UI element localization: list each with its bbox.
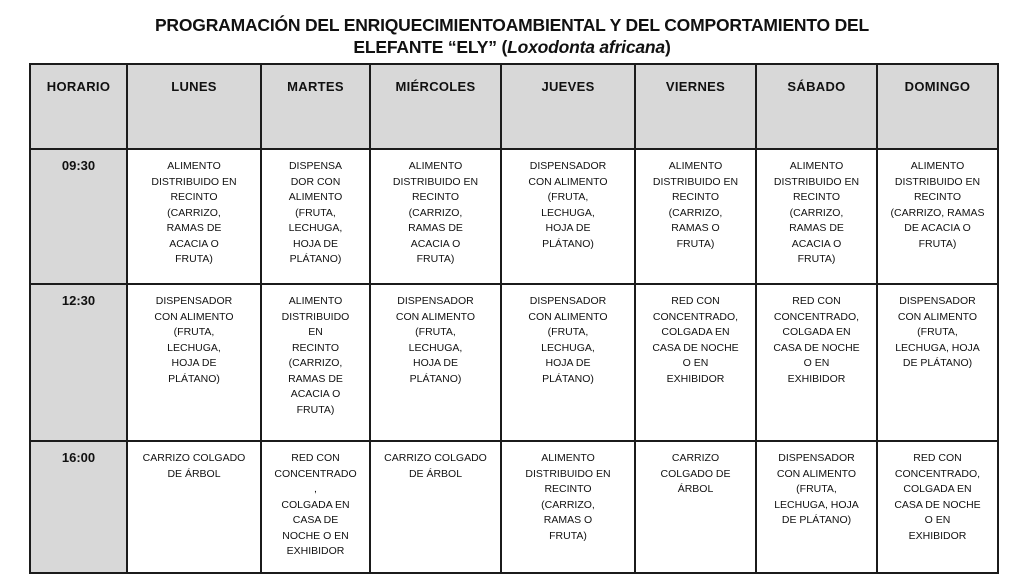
time-cell: 16:00	[30, 441, 127, 573]
title-line-2-prefix: ELEFANTE “ELY” (	[353, 37, 508, 57]
activity-cell	[635, 284, 756, 441]
table-row	[30, 284, 998, 441]
activity-cell	[370, 284, 501, 441]
header-horario: HORARIO	[30, 64, 127, 149]
header-viernes: VIERNES	[635, 64, 756, 149]
title-line-2-suffix: )	[664, 37, 671, 57]
activity-cell	[756, 149, 877, 284]
activity-text: ALIMENTO DISTRIBUIDO EN RECINTO (CARRIZO, RAMAS O FRUTA)	[525, 452, 611, 542]
header-miercoles: MIÉRCOLES	[370, 64, 501, 149]
activity-cell	[635, 441, 756, 573]
activity-cell	[370, 441, 501, 573]
activity-text: ALIMENTO DISTRIBUIDO EN RECINTO (CARRIZO, RAMAS DE ACACIA O FRUTA)	[392, 160, 479, 265]
activity-text: ALIMENTO DISTRIBUIDO EN RECINTO (CARRIZO, RAMAS O FRUTA)	[652, 160, 739, 250]
activity-cell	[756, 284, 877, 441]
activity-text: CARRIZO COLGADO DE ÁRBOL	[384, 452, 487, 480]
activity-cell	[877, 441, 998, 573]
table-row	[30, 441, 998, 573]
activity-text: RED CON CONCENTRADO , COLGADA EN CASA DE NOCHE O EN EXHIBIDOR	[274, 452, 357, 557]
activity-text: DISPENSADOR CON ALIMENTO (FRUTA, LECHUGA, HOJA DE PLÁTANO)	[528, 295, 608, 385]
schedule-table	[29, 63, 999, 574]
activity-text: ALIMENTO DISTRIBUIDO EN RECINTO (CARRIZO, RAMAS DE ACACIA O FRUTA)	[151, 160, 237, 265]
activity-cell	[261, 284, 370, 441]
activity-cell	[127, 284, 261, 441]
activity-text: DISPENSADOR CON ALIMENTO (FRUTA, LECHUGA, HOJA DE PLÁTANO)	[774, 452, 859, 526]
header-jueves: JUEVES	[501, 64, 635, 149]
time-cell: 09:30	[30, 149, 127, 284]
activity-text: RED CON CONCENTRADO, COLGADA EN CASA DE NOCHE O EN EXHIBIDOR	[894, 452, 981, 542]
header-sabado: SÁBADO	[756, 64, 877, 149]
activity-text: CARRIZO COLGADO DE ÁRBOL	[142, 452, 246, 480]
activity-cell	[501, 284, 635, 441]
document-title	[0, 14, 1024, 58]
header-domingo: DOMINGO	[877, 64, 998, 149]
activity-text: DISPENSADOR CON ALIMENTO (FRUTA, LECHUGA, HOJA DE PLÁTANO)	[528, 160, 608, 250]
activity-cell	[877, 284, 998, 441]
activity-text: DISPENSADOR CON ALIMENTO (FRUTA, LECHUGA, HOJA DE PLÁTANO)	[395, 295, 476, 385]
title-line-1: PROGRAMACIÓN DEL ENRIQUECIMIENTOAMBIENTAL Y DEL COMPORTAMIENTO DEL	[154, 15, 870, 35]
activity-text: ALIMENTO DISTRIBUIDO EN RECINTO (CARRIZO, RAMAS DE ACACIA O FRUTA)	[773, 160, 860, 265]
activity-cell	[635, 149, 756, 284]
activity-text: ALIMENTO DISTRIBUIDO EN RECINTO (CARRIZO, RAMAS DE ACACIA O FRUTA)	[890, 160, 985, 250]
activity-cell	[756, 441, 877, 573]
table-row	[30, 149, 998, 284]
activity-cell	[261, 441, 370, 573]
activity-cell	[370, 149, 501, 284]
activity-cell	[501, 149, 635, 284]
activity-text: CARRIZO COLGADO DE ÁRBOL	[660, 452, 731, 495]
activity-text: DISPENSADOR CON ALIMENTO (FRUTA, LECHUGA, HOJA DE PLÁTANO)	[154, 295, 234, 385]
time-cell: 12:30	[30, 284, 127, 441]
activity-cell	[127, 441, 261, 573]
activity-text: RED CON CONCENTRADO, COLGADA EN CASA DE NOCHE O EN EXHIBIDOR	[652, 295, 739, 385]
activity-cell	[127, 149, 261, 284]
header-lunes: LUNES	[127, 64, 261, 149]
title-line-2	[0, 36, 1024, 58]
activity-text: ALIMENTO DISTRIBUIDO EN RECINTO (CARRIZO, RAMAS DE ACACIA O FRUTA)	[281, 295, 350, 416]
activity-text: DISPENSA DOR CON ALIMENTO (FRUTA, LECHUGA, HOJA DE PLÁTANO)	[288, 160, 343, 265]
activity-cell	[501, 441, 635, 573]
activity-cell	[261, 149, 370, 284]
activity-text: RED CON CONCENTRADO, COLGADA EN CASA DE NOCHE O EN EXHIBIDOR	[773, 295, 860, 385]
activity-cell	[877, 149, 998, 284]
header-martes: MARTES	[261, 64, 370, 149]
species-scientific-name: Loxodonta africana	[507, 37, 665, 57]
header-row	[30, 64, 998, 149]
activity-text: DISPENSADOR CON ALIMENTO (FRUTA, LECHUGA, HOJA DE PLÁTANO)	[895, 295, 980, 369]
